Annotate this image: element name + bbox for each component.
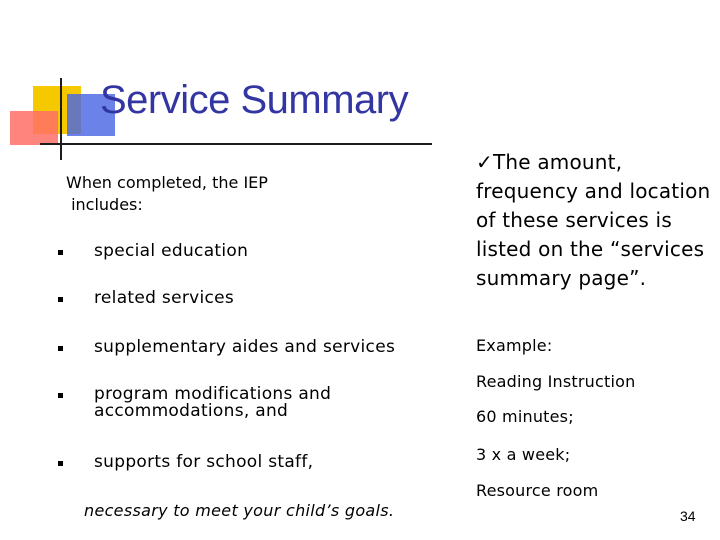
example-line: Resource room xyxy=(476,481,599,500)
closing-text: necessary to meet your child’s goals. xyxy=(84,501,395,520)
bullet-text: program modifications and accommodations, and xyxy=(94,384,332,421)
bullet-text: special education xyxy=(94,241,249,261)
services-note-text: The amount, frequency and location of these services is listed on the “services summary page”. xyxy=(476,150,711,290)
bullet-square-icon xyxy=(58,297,63,302)
example-line: 60 minutes; xyxy=(476,407,574,426)
checkmark-icon: ✓ xyxy=(476,150,493,174)
services-note xyxy=(476,148,711,293)
example-label: Example: xyxy=(476,336,553,355)
example-line: Reading Instruction xyxy=(476,372,636,391)
example-line: 3 x a week; xyxy=(476,445,571,464)
bullet-text: related services xyxy=(94,288,235,308)
intro-text: When completed, the IEP includes: xyxy=(66,173,268,214)
bullet-square-icon xyxy=(58,346,63,351)
title-underline xyxy=(40,143,432,145)
slide-title: Service Summary xyxy=(100,78,409,122)
bullet-square-icon xyxy=(58,393,63,398)
page-number: 34 xyxy=(680,508,696,524)
logo-red-bar xyxy=(10,111,58,145)
bullet-square-icon xyxy=(58,461,63,466)
bullet-square-icon xyxy=(58,250,63,255)
logo-vertical-line xyxy=(60,78,62,160)
bullet-text: supports for school staff, xyxy=(94,452,314,472)
bullet-text: supplementary aides and services xyxy=(94,337,396,357)
